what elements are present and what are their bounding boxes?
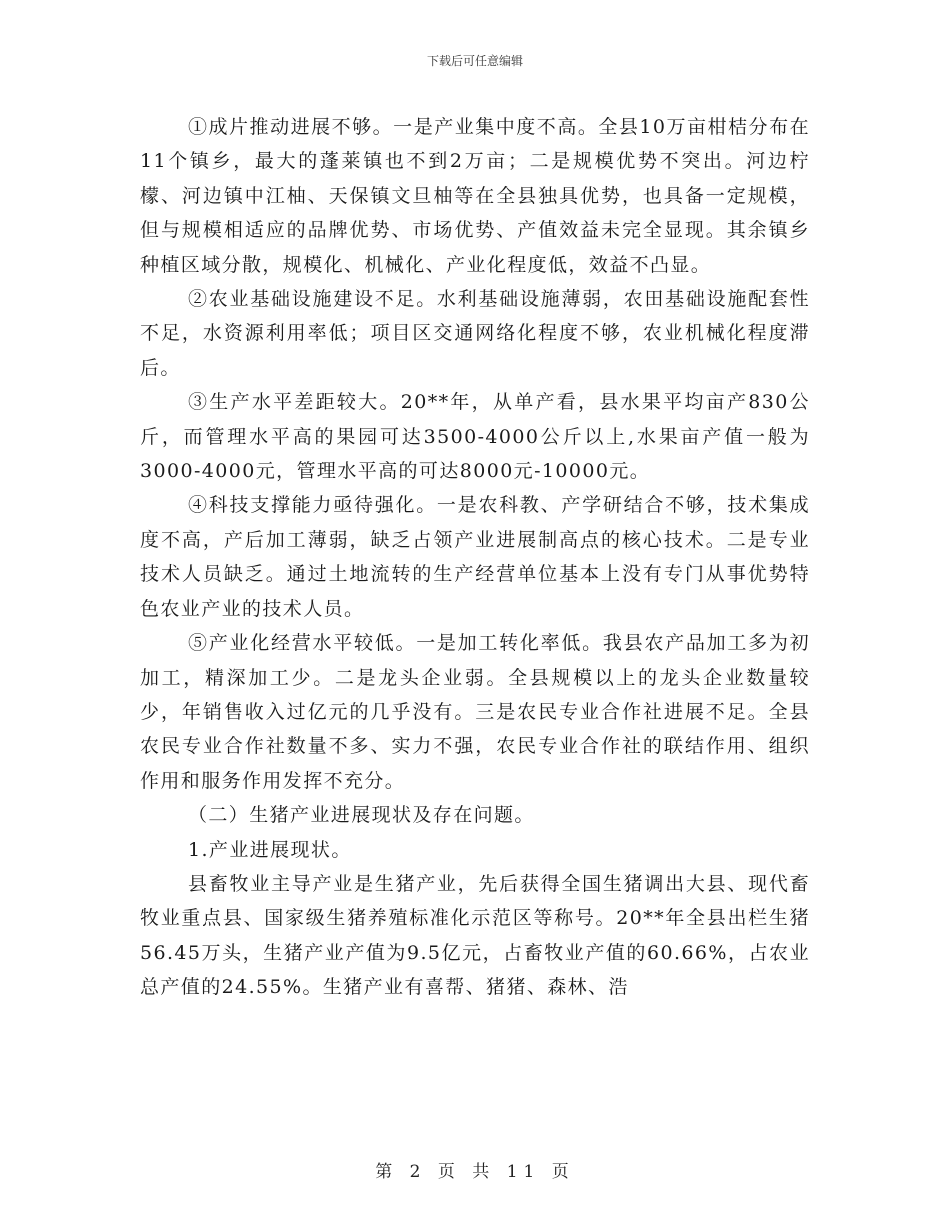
page-header: 下载后可任意编辑 <box>426 54 523 68</box>
section-heading: （二）生猪产业进展现状及存在问题。 <box>188 804 535 827</box>
page-footer: 第 2 页 共 11 页 <box>375 1162 575 1182</box>
document-body <box>140 110 810 1005</box>
paragraph-2: ②农业基础设施建设不足。水利基础设施薄弱，农田基础设施配套性不足，水资源利用率低；项目区交通网络化程度不够，农业机械化程度滞后。 <box>140 288 810 379</box>
paragraph-4: ④科技支撑能力亟待强化。一是农科教、产学研结合不够，技术集成度不高，产后加工薄弱，缺乏占领产业进展制高点的核心技术。二是专业技术人员缺乏。通过土地流转的生产经营单位基本上没有专门从事优势特色农业产业的技术人员。 <box>140 494 810 620</box>
paragraph-3: ③生产水平差距较大。20**年，从单产看，县水果平均亩产830公斤，而管理水平高的果园可达3500-4000公斤以上,水果亩产值一般为3000-4000元，管理水平高的可达8000元-10000元。 <box>140 391 810 483</box>
paragraph-5: ⑤产业化经营水平较低。一是加工转化率低。我县农产品加工多为初加工，精深加工少。二是龙头企业弱。全县规模以上的龙头企业数量较少，年销售收入过亿元的几乎没有。三是农民专业合作社进展不足。全县农民专业合作社数量不多、实力不强，农民专业合作社的联结作用、组织作用和服务作用发挥不充分。 <box>140 632 810 792</box>
subsection-heading: 1.产业进展现状。 <box>188 838 352 861</box>
paragraph-6: 县畜牧业主导产业是生猪产业，先后获得全国生猪调出大县、现代畜牧业重点县、国家级生猪养殖标准化示范区等称号。20**年全县出栏生猪56.45万头，生猪产业产值为9.5亿元，占畜牧业产值的60.66%，占农业总产值的24.55%。生猪产业有喜帮、猪猪、森林、浩 <box>140 872 810 999</box>
paragraph-1: ①成片推动进展不够。一是产业集中度不高。全县10万亩柑桔分布在11个镇乡，最大的蓬莱镇也不到2万亩；二是规模优势不突出。河边柠檬、河边镇中江柚、天保镇文旦柚等在全县独具优势，也具备一定规模，但与规模相适应的品牌优势、市场优势、产值效益未完全显现。其余镇乡种植区域分散，规模化、机械化、产业化程度低，效益不凸显。 <box>140 116 810 276</box>
